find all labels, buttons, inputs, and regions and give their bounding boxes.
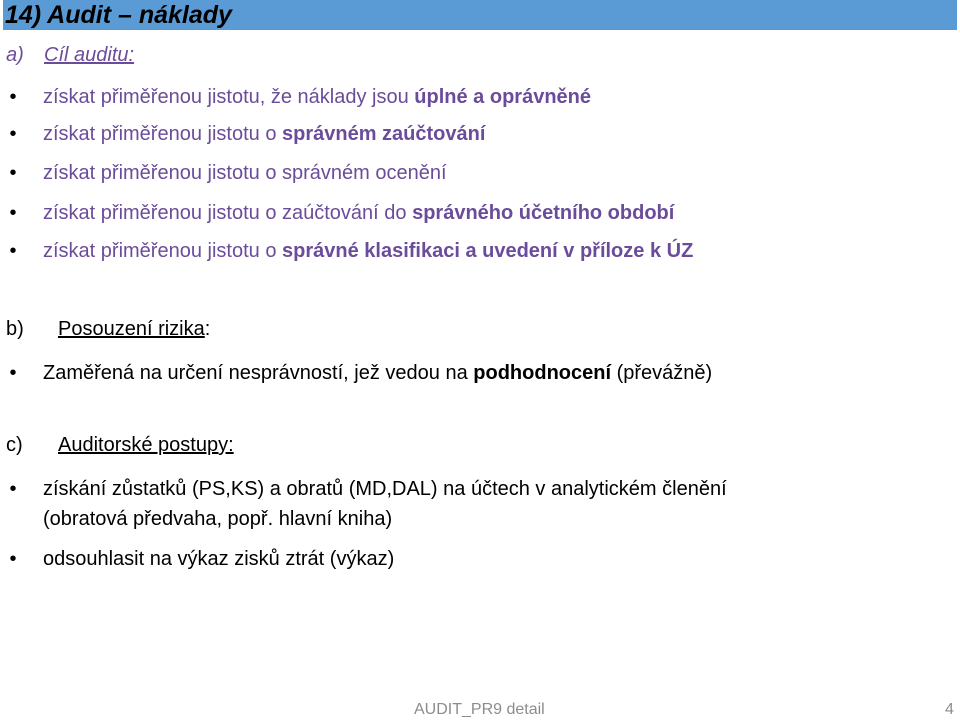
section-b-title: Posouzení rizika — [58, 318, 205, 340]
section-c-label: c) — [6, 434, 23, 456]
list-item-suffix: (převážně) — [611, 362, 713, 384]
bullet-icon: • — [9, 240, 17, 262]
footer-label: AUDIT_PR9 detail — [414, 701, 545, 718]
slide-title: 14) Audit – náklady — [3, 0, 957, 30]
list-item-bold: správného účetního období — [412, 202, 675, 224]
bullet-icon: • — [9, 86, 17, 108]
list-item-text: získat přiměřenou jistotu o zaúčtování do — [43, 202, 413, 224]
section-a-heading — [6, 44, 134, 67]
bullet-icon: • — [9, 123, 17, 145]
bullet-icon: • — [9, 478, 17, 500]
section-c-heading — [6, 434, 234, 457]
section-b-heading — [6, 318, 210, 341]
section-a-title: Cíl auditu: — [44, 44, 135, 66]
list-item-bold: podhodnocení — [473, 362, 612, 384]
list-item-text: získat přiměřenou jistotu o správném ocenění — [43, 162, 447, 184]
section-b-colon: : — [204, 318, 211, 340]
list-item-text: získání zůstatků (PS,KS) a obratů (MD,DAL) na účtech v analytickém členění — [43, 478, 727, 500]
list-item-text: (obratová předvaha, popř. hlavní kniha) — [43, 508, 393, 530]
bullet-icon: • — [9, 548, 17, 570]
list-item-text: získat přiměřenou jistotu, že náklady jsou — [43, 86, 415, 108]
bullet-icon: • — [9, 162, 17, 184]
list-item-bold: správném zaúčtování — [282, 123, 486, 145]
list-item-text: Zaměřená na určení nesprávností, jež vedou na — [43, 362, 474, 384]
list-item-text: získat přiměřenou jistotu o — [43, 123, 282, 145]
bullet-icon: • — [9, 362, 17, 384]
list-item-bold: správné klasifikaci a uvedení v příloze k ÚZ — [282, 240, 694, 262]
page-number: 4 — [945, 701, 954, 718]
bullet-icon: • — [9, 202, 17, 224]
list-item-text: odsouhlasit na výkaz zisků ztrát (výkaz) — [43, 548, 395, 570]
list-item-text: získat přiměřenou jistotu o — [43, 240, 282, 262]
section-c-title: Auditorské postupy: — [58, 434, 234, 456]
list-item-bold: úplné a oprávněné — [414, 86, 592, 108]
section-a-label: a) — [6, 44, 24, 66]
section-b-label: b) — [6, 318, 24, 340]
